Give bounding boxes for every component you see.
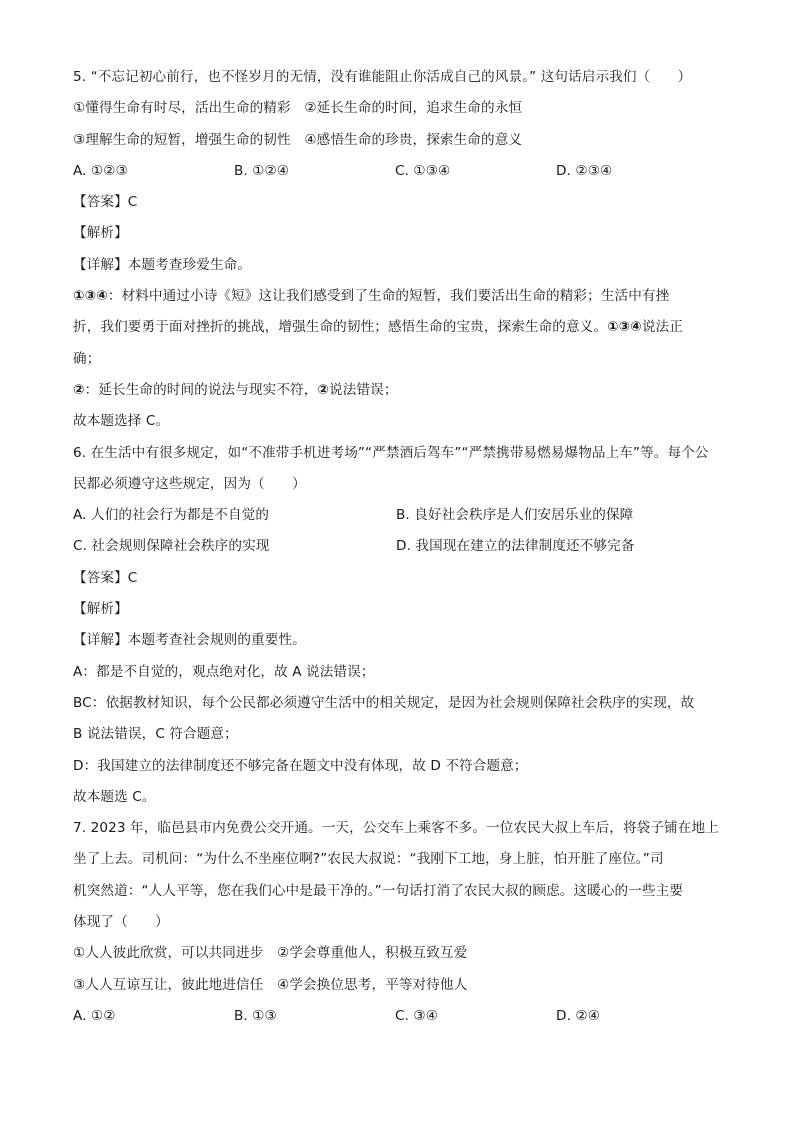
q5-option-b: B. ①②④ — [234, 162, 290, 179]
q6-explanation-2: BC：依据教材知识，每个公民都必须遵守生活中的相关规定，是因为社会规则保障社会秩序的实现，故 — [73, 694, 695, 711]
q6-explanation-1: A：都是不自觉的，观点绝对化，故 A 说法错误； — [73, 663, 375, 680]
statement-marker: ①③④ — [73, 288, 108, 305]
q5-options — [73, 156, 723, 187]
q5-option-a: A. ①②③ — [73, 162, 128, 179]
detail-label: 【详解】 — [73, 632, 128, 649]
q6-explanation-4: D：我国建立的法律制度还不够完备在题文中没有体现，故 D 不符合题意； — [73, 757, 528, 774]
q5-explanation-2 — [73, 312, 723, 343]
q5-analysis-label: 【解析】 — [73, 225, 128, 242]
q6-option-a: A. 人们的社会行为都是不自觉的 — [73, 507, 270, 524]
explanation-text: 说法错误； — [329, 381, 398, 398]
q5-option-c: C. ①③④ — [395, 162, 451, 179]
q7-option-b: B. ①③ — [234, 1007, 277, 1024]
q5-explanation-1 — [73, 281, 723, 312]
q5-statement-2: ③理解生命的短暂，增强生命的韧性 ④感悟生命的珍贵，探索生命的意义 — [73, 131, 523, 148]
statement-marker: ② — [317, 381, 330, 398]
detail-label: 【详解】 — [73, 256, 128, 273]
q6-stem-2: 民都必须遵守这些规定，因为（ ） — [73, 475, 306, 492]
q7-stem-3: 机突然道：“人人平等，您在我们心中是最干净的。”一句话打消了农民大叔的顾虑。这暖心的一些主要 — [73, 882, 684, 899]
detail-text: 本题考查社会规则的重要性。 — [127, 632, 306, 649]
q7-stem-2: 坐了上去。司机问：“为什么不坐座位啊?”农民大叔说：“我刚下工地，身上脏，怕开脏了座位。”司 — [73, 851, 664, 868]
q5-conclusion: 故本题选择 C。 — [73, 413, 170, 430]
q6-options-row-2 — [73, 531, 723, 562]
statement-marker: ② — [73, 381, 85, 398]
q5-stem: 5. “不忘记初心前行，也不怪岁月的无情，没有谁能阻止你活成自己的风景。” 这句话启示我们（ ） — [73, 69, 692, 85]
q7-stem-4: 体现了（ ） — [73, 914, 169, 931]
q5-explanation-3: 确； — [73, 350, 101, 367]
q7-statement-2: ③人人互谅互让，彼此地进信任 ④学会换位思考，平等对待他人 — [73, 976, 468, 993]
q6-answer — [73, 563, 723, 594]
q6-option-b: B. 良好社会秩序是人们安居乐业的保障 — [396, 507, 634, 524]
detail-text: 本题考查珍爱生命。 — [127, 256, 252, 273]
q5-option-d: D. ②③④ — [556, 162, 613, 179]
q5-detail — [73, 250, 723, 281]
q7-option-d: D. ②④ — [556, 1007, 600, 1024]
answer-label: 【答案】 — [73, 569, 128, 586]
explanation-text: ：材料中通过小诗《短》这让我们感受到了生命的短暂，我们要活出生命的精彩；生活中有挫 — [107, 288, 670, 305]
q7-stem-1: 7. 2023 年，临邑县市内免费公交开通。一天，公交车上乘客不多。一位农民大叔上车后，将袋子铺在地上 — [73, 820, 719, 837]
explanation-text: ：延长生命的时间的说法与现实不符， — [84, 381, 318, 398]
document-page — [73, 62, 723, 1032]
q6-analysis-label: 【解析】 — [73, 601, 128, 618]
q6-detail — [73, 625, 723, 656]
q7-statement-1: ①人人彼此欣赏，可以共同进步 ②学会尊重他人，积极互致互爱 — [73, 945, 468, 962]
answer-value: C — [127, 194, 138, 211]
q5-answer — [73, 187, 723, 218]
q6-stem-1: 6. 在生活中有很多规定，如“不准带手机进考场”“严禁酒后驾车”“严禁携带易燃易爆物品上车”等。每个公 — [73, 444, 709, 461]
q6-option-c: C. 社会规则保障社会秩序的实现 — [73, 538, 270, 555]
explanation-text: 折，我们要勇于面对挫折的挑战，增强生命的韧性；感悟生命的宝贵，探索生命的意义。 — [73, 319, 608, 336]
q7-option-c: C. ③④ — [395, 1007, 439, 1024]
answer-value: C — [127, 569, 138, 586]
q7-options — [73, 1001, 723, 1032]
q7-option-a: A. ①② — [73, 1007, 116, 1024]
explanation-text: 说法正 — [641, 319, 683, 336]
q5-statement-1: ①懂得生命有时尽，活出生命的精彩 ②延长生命的时间，追求生命的永恒 — [73, 100, 523, 117]
answer-label: 【答案】 — [73, 194, 128, 211]
q6-conclusion: 故本题选 C。 — [73, 788, 156, 805]
statement-marker: ①③④ — [607, 319, 642, 336]
q6-options-row-1 — [73, 500, 723, 531]
q6-explanation-3: B 说法错误，C 符合题意； — [73, 726, 238, 743]
q5-explanation-4 — [73, 375, 723, 406]
q6-option-d: D. 我国现在建立的法律制度还不够完备 — [396, 538, 635, 555]
